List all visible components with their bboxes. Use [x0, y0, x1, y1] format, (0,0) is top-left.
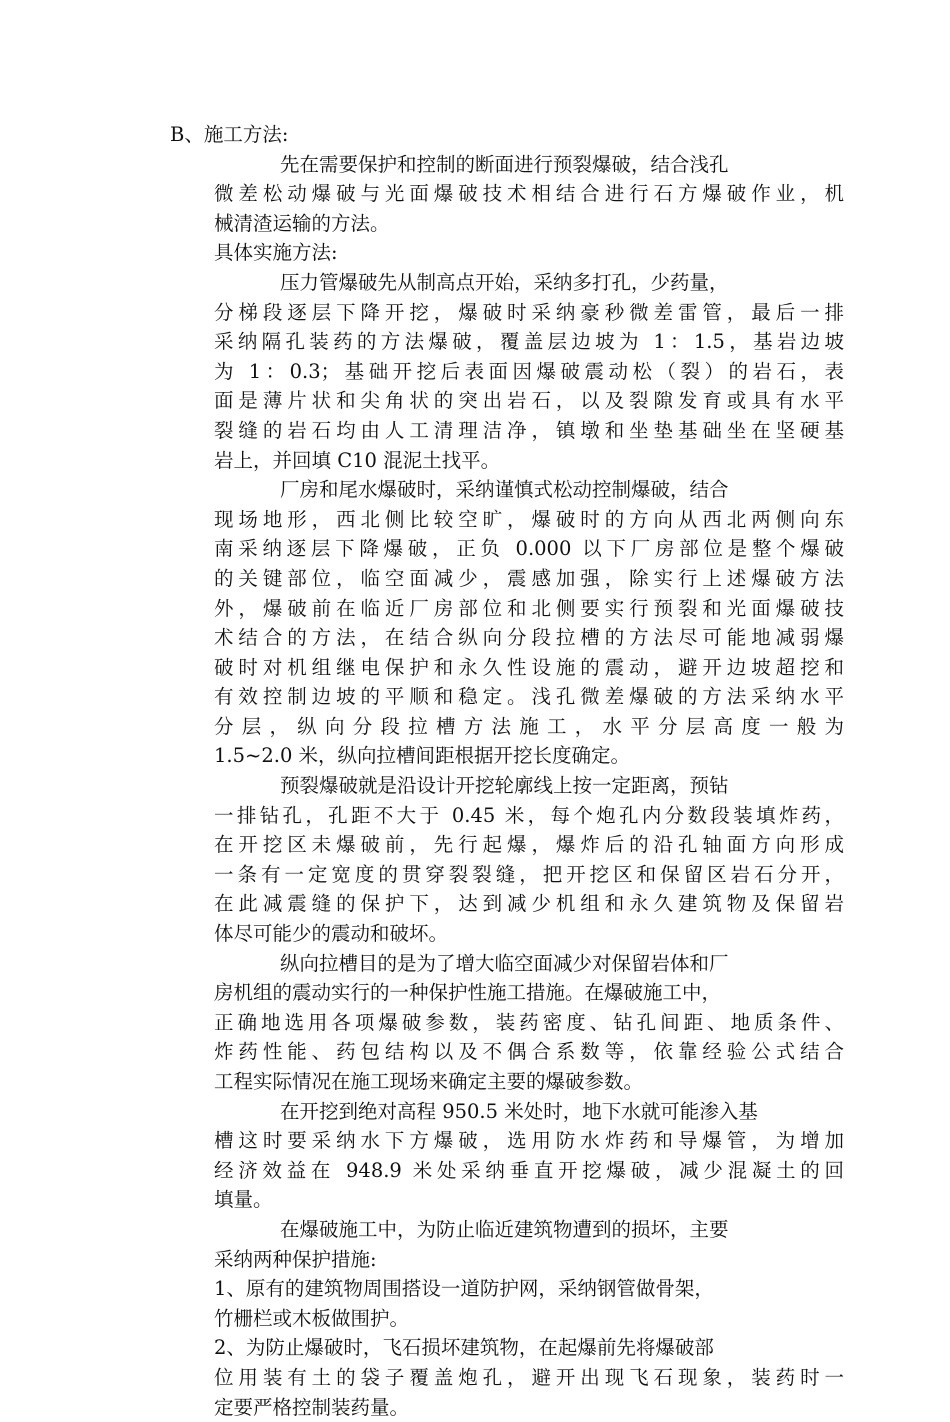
paragraph-line: 工程实际情况在施工现场来确定主要的爆破参数。	[214, 1070, 644, 1093]
paragraph-line: 南采纳逐层下降爆破，正负 0.000 以下厂房部位是整个爆破	[214, 537, 844, 561]
paragraph-line: 采纳隔孔装药的方法爆破，覆盖层边坡为 1：1.5，基岩边坡	[214, 330, 844, 354]
paragraph-line: 槽这时要采纳水下方爆破，选用防水炸药和导爆管，为增加	[214, 1129, 844, 1153]
document-body	[170, 120, 844, 1422]
list-item-flyrock-protection	[214, 1333, 844, 1422]
paragraph-groundwater	[214, 1097, 844, 1215]
section-heading: B、施工方法:	[170, 123, 289, 146]
paragraph-line: 岩上，并回填 C10 混泥土找平。	[214, 448, 501, 472]
paragraph-line: 采纳两种保护措施:	[214, 1247, 377, 1271]
list-item-line: 定要严格控制装药量。	[214, 1395, 410, 1419]
paragraph-line: 的关键部位，临空面减少，震感加强，除实行上述爆破方法	[214, 566, 844, 590]
paragraph-line: 厂房和尾水爆破时，采纳谨慎式松动控制爆破，结合	[280, 478, 729, 502]
paragraph-protection-measures	[214, 1215, 844, 1274]
list-item-line: 1、原有的建筑物周围搭设一道防护网，采纳钢管做骨架，	[214, 1277, 714, 1301]
paragraph-line: 面是薄片状和尖角状的突出岩石，以及裂隙发育或具有水平	[214, 389, 844, 413]
paragraph-line: 现场地形，西北侧比较空旷，爆破时的方向从西北两侧向东	[214, 507, 844, 531]
paragraph-line: 纵向拉槽目的是为了增大临空面减少对保留岩体和厂	[280, 951, 729, 975]
paragraph-line: 1.5~2.0 米，纵向拉槽间距根据开挖长度确定。	[214, 744, 631, 768]
paragraph-line: 压力管爆破先从制高点开始，采纳多打孔，少药量，	[280, 270, 729, 294]
paragraph-line: 正确地选用各项爆破参数，装药密度、钻孔间距、地质条件、	[214, 1010, 844, 1034]
paragraph-line: 外，爆破前在临近厂房部位和北侧要实行预裂和光面爆破技	[214, 596, 844, 620]
paragraph-line: 先在需要保护和控制的断面进行预裂爆破，结合浅孔	[280, 152, 729, 176]
paragraph-line: 在开挖区未爆破前，先行起爆，爆炸后的沿孔轴面方向形成	[214, 833, 844, 857]
list-item-protective-net	[214, 1274, 844, 1333]
list-item-line: 竹栅栏或木板做围护。	[214, 1306, 410, 1330]
list-item-line: 位用装有土的袋子覆盖炮孔，避开出现飞石现象，装药时一	[214, 1365, 844, 1389]
paragraph-line: 在此减震缝的保护下，达到减少机组和永久建筑物及保留岩	[214, 892, 844, 916]
paragraph-line: 分层，纵向分段拉槽方法施工，水平分层高度一般为	[214, 714, 844, 738]
paragraph-line: 一排钻孔，孔距不大于 0.45 米，每个炮孔内分数段装填炸药，	[214, 803, 844, 827]
paragraph-line: 微差松动爆破与光面爆破技术相结合进行石方爆破作业，机	[214, 182, 844, 206]
paragraph-penstock-blasting	[214, 268, 844, 475]
paragraph-line: 械清渣运输的方法。	[214, 211, 390, 235]
subheading: 具体实施方法:	[214, 241, 338, 265]
paragraph-trenching	[214, 949, 844, 1097]
paragraph-line: 炸药性能、药包结构以及不偶合系数等，依靠经验公式结合	[214, 1040, 844, 1064]
paragraph-line: 在开挖到绝对高程 950.5 米处时，地下水就可能渗入基	[280, 1099, 758, 1123]
list-item-line: 2、为防止爆破时，飞石损坏建筑物，在起爆前先将爆破部	[214, 1336, 714, 1360]
paragraph-line: 有效控制边坡的平顺和稳定。浅孔微差爆破的方法采纳水平	[214, 685, 844, 709]
paragraph-line: 填量。	[214, 1188, 273, 1212]
paragraph-line: 预裂爆破就是沿设计开挖轮廓线上按一定距离，预钻	[280, 774, 729, 798]
paragraph-line: 体尽可能少的震动和破坏。	[214, 922, 449, 946]
paragraph-line: 在爆破施工中，为防止临近建筑物遭到的损坏，主要	[280, 1217, 729, 1241]
paragraph-line: 一条有一定宽度的贯穿裂裂缝，把开挖区和保留区岩石分开，	[214, 862, 844, 886]
intro-paragraph	[214, 150, 844, 239]
paragraph-line: 裂缝的岩石均由人工清理洁净，镇墩和坐垫基础坐在坚硬基	[214, 418, 844, 442]
paragraph-line: 术结合的方法，在结合纵向分段拉槽的方法尽可能地减弱爆	[214, 626, 844, 650]
paragraph-powerhouse-blasting	[214, 475, 844, 771]
paragraph-presplit-blasting	[214, 771, 844, 949]
paragraph-line: 分梯段逐层下降开挖，爆破时采纳豪秒微差雷管，最后一排	[214, 300, 844, 324]
paragraph-line: 破时对机组继电保护和永久性设施的震动，避开边坡超挖和	[214, 655, 844, 679]
paragraph-line: 经济效益在 948.9 米处采纳垂直开挖爆破，减少混凝土的回	[214, 1158, 844, 1182]
paragraph-line: 房机组的震动实行的一种保护性施工措施。在爆破施工中，	[214, 981, 722, 1005]
paragraph-line: 为 1：0.3；基础开挖后表面因爆破震动松（裂）的岩石，表	[214, 359, 844, 383]
